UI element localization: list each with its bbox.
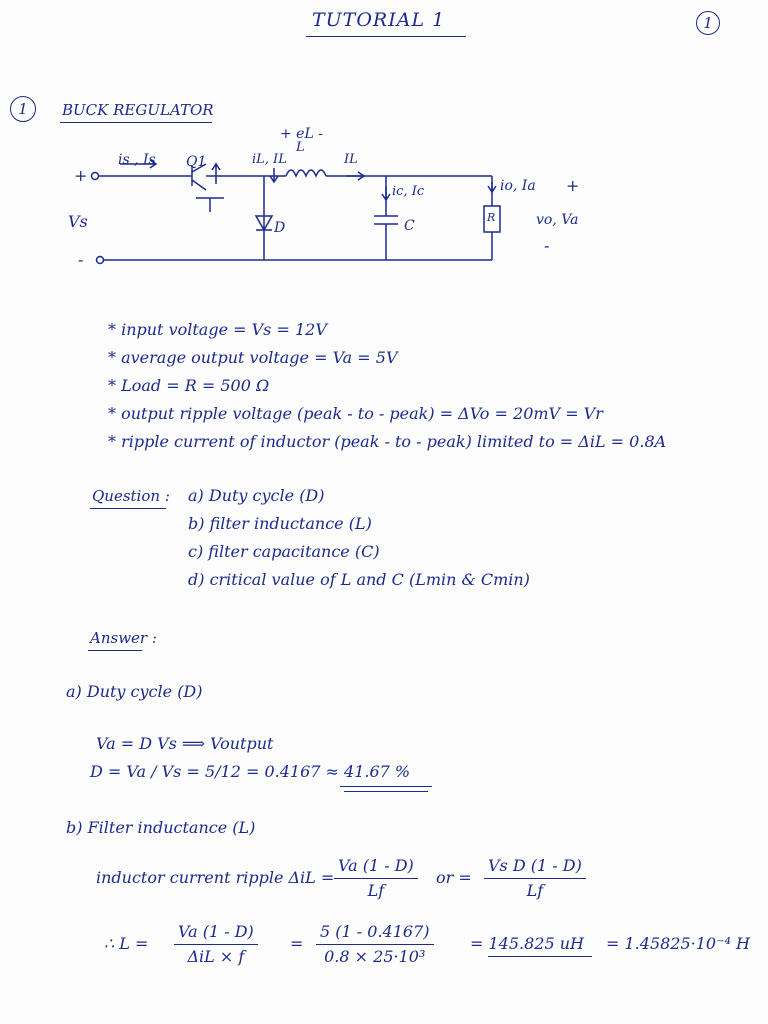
answer-b-equals: = <box>290 934 304 953</box>
fraction-l-formula <box>174 922 258 967</box>
label-vo: vo, Va <box>536 212 579 228</box>
fraction-denominator: Lf <box>367 881 385 900</box>
label-minus-in: - <box>78 250 84 269</box>
fraction-numerator: Va (1 - D) <box>174 922 258 945</box>
label-el: + eL - <box>280 126 323 142</box>
label-q1: Q1 <box>186 154 207 170</box>
label-il: iL, IL <box>252 152 287 167</box>
answer-b-result-underline <box>488 956 592 957</box>
question-number-badge: 1 <box>10 96 36 122</box>
inductor-coil <box>286 170 326 176</box>
fraction-vsd-over-lf <box>484 856 586 901</box>
label-is: is , Is <box>118 152 156 168</box>
answer-a-heading: a) Duty cycle (D) <box>66 682 203 701</box>
fraction-numerator: Va (1 - D) <box>334 856 418 879</box>
page-number-badge: 1 <box>696 11 720 35</box>
questions-label: Question : <box>92 487 170 505</box>
transistor-q1-arrow <box>212 164 220 184</box>
question-title: BUCK REGULATOR <box>62 101 214 119</box>
fraction-denominator: Lf <box>526 881 544 900</box>
label-d: D <box>274 220 286 236</box>
input-terminal-bottom <box>97 257 104 264</box>
answer-b-or: or = <box>436 868 472 887</box>
fraction-va-over-lf <box>334 856 418 901</box>
label-io: io, Ia <box>500 178 536 194</box>
answer-b-heading: b) Filter inductance (L) <box>66 818 256 837</box>
answer-a-line2: D = Va / Vs = 5/12 = 0.4167 ≈ 41.67 % <box>90 762 411 781</box>
transistor-q1-emitter <box>192 180 206 190</box>
answer-a-result-underline-1 <box>340 786 432 787</box>
fraction-numerator: 5 (1 - 0.4167) <box>316 922 434 945</box>
given-output-ripple: * output ripple voltage (peak - to - peak) = ΔVo = 20mV = Vr <box>108 404 603 423</box>
fraction-l-substituted <box>316 922 434 967</box>
question-a: a) Duty cycle (D) <box>188 486 325 505</box>
fraction-numerator: Vs D (1 - D) <box>484 856 586 879</box>
io-arrow <box>488 182 496 192</box>
given-load: * Load = R = 500 Ω <box>108 376 270 395</box>
label-c: C <box>404 218 415 234</box>
ic-arrow <box>382 186 390 200</box>
fraction-denominator: 0.8 × 25·10³ <box>324 947 426 966</box>
label-vs: Vs <box>68 212 88 231</box>
label-minus-out: - <box>544 236 550 255</box>
title-underline <box>306 36 466 37</box>
answer-b-result-uh: = 145.825 uH <box>470 934 584 953</box>
given-output-voltage: * average output voltage = Va = 5V <box>108 348 398 367</box>
answer-b-therefore: ∴ L = <box>104 934 149 953</box>
label-plus-out: + <box>566 176 580 195</box>
answer-b-result-h: = 1.45825·10⁻⁴ H <box>606 934 750 953</box>
label-plus-in: + <box>74 166 88 185</box>
label-l: L <box>296 140 305 155</box>
label-ic: ic, Ic <box>392 184 425 199</box>
il-arrow <box>346 172 364 180</box>
node-arrow <box>270 168 278 182</box>
label-r: R <box>487 211 496 224</box>
answer-a-line1: Va = D Vs ⟹ Voutput <box>96 734 274 753</box>
page-title: TUTORIAL 1 <box>312 9 446 31</box>
label-il-right: IL <box>344 152 358 167</box>
answer-label-underline <box>88 650 142 651</box>
answer-b-ripple-label: inductor current ripple ΔiL = <box>96 868 335 887</box>
fraction-denominator: ΔiL × f <box>187 947 245 966</box>
answer-a-result-underline-2 <box>344 791 428 792</box>
given-input-voltage: * input voltage = Vs = 12V <box>108 320 327 339</box>
answer-label: Answer : <box>90 629 157 647</box>
questions-label-underline <box>90 508 166 509</box>
question-b: b) filter inductance (L) <box>188 514 372 533</box>
given-inductor-ripple: * ripple current of inductor (peak - to - peak) limited to = ΔiL = 0.8A <box>108 432 667 451</box>
question-c: c) filter capacitance (C) <box>188 542 380 561</box>
question-d: d) critical value of L and C (Lmin & Cmin) <box>188 570 530 589</box>
input-terminal-top <box>92 173 99 180</box>
